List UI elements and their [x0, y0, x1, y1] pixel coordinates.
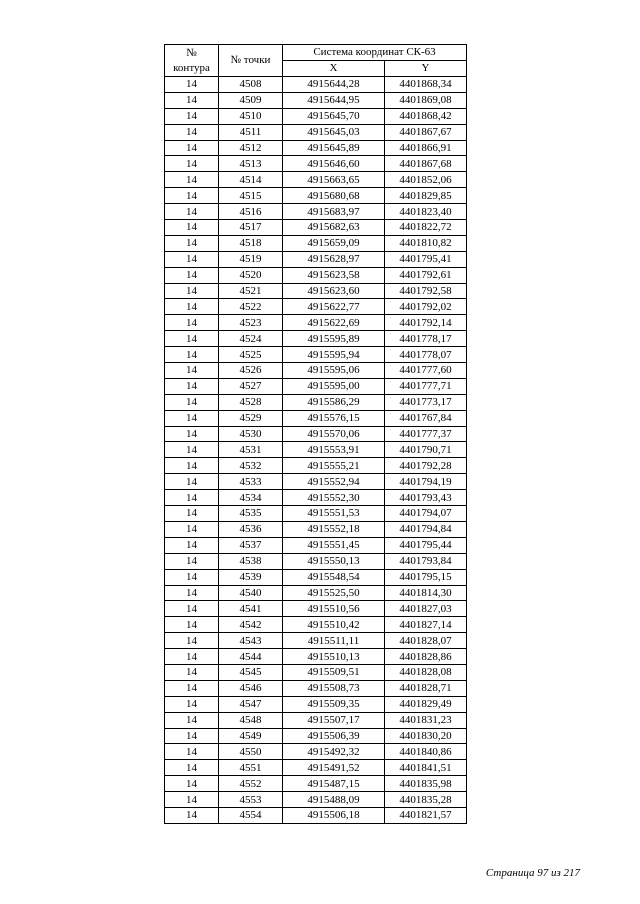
table-row [165, 299, 467, 315]
cell-y: 4401835,28 [385, 792, 467, 808]
cell-x: 4915506,39 [283, 728, 385, 744]
cell-y: 4401868,34 [385, 77, 467, 93]
table-row [165, 315, 467, 331]
cell-x: 4915576,15 [283, 410, 385, 426]
table-row [165, 744, 467, 760]
cell-y: 4401792,61 [385, 267, 467, 283]
cell-contour: 14 [165, 251, 219, 267]
cell-x: 4915623,60 [283, 283, 385, 299]
cell-x: 4915525,50 [283, 585, 385, 601]
cell-point: 4526 [219, 363, 283, 379]
cell-point: 4519 [219, 251, 283, 267]
table-body [165, 77, 467, 824]
cell-x: 4915510,56 [283, 601, 385, 617]
table-row [165, 140, 467, 156]
table-row [165, 760, 467, 776]
cell-contour: 14 [165, 283, 219, 299]
cell-point: 4518 [219, 235, 283, 251]
cell-y: 4401793,43 [385, 490, 467, 506]
cell-contour: 14 [165, 124, 219, 140]
cell-contour: 14 [165, 347, 219, 363]
coordinates-table [164, 44, 467, 824]
cell-point: 4523 [219, 315, 283, 331]
cell-point: 4522 [219, 299, 283, 315]
table-row [165, 92, 467, 108]
table-row [165, 331, 467, 347]
table-row [165, 728, 467, 744]
cell-point: 4515 [219, 188, 283, 204]
cell-x: 4915683,97 [283, 204, 385, 220]
cell-y: 4401852,06 [385, 172, 467, 188]
cell-contour: 14 [165, 680, 219, 696]
cell-point: 4531 [219, 442, 283, 458]
cell-y: 4401868,42 [385, 108, 467, 124]
cell-point: 4542 [219, 617, 283, 633]
cell-contour: 14 [165, 331, 219, 347]
cell-x: 4915622,77 [283, 299, 385, 315]
cell-y: 4401794,07 [385, 506, 467, 522]
table-row [165, 474, 467, 490]
cell-y: 4401792,02 [385, 299, 467, 315]
cell-point: 4546 [219, 680, 283, 696]
cell-y: 4401866,91 [385, 140, 467, 156]
table-row [165, 378, 467, 394]
cell-y: 4401773,17 [385, 394, 467, 410]
cell-y: 4401821,57 [385, 807, 467, 823]
cell-point: 4524 [219, 331, 283, 347]
cell-contour: 14 [165, 442, 219, 458]
cell-y: 4401830,20 [385, 728, 467, 744]
cell-y: 4401794,84 [385, 521, 467, 537]
cell-contour: 14 [165, 378, 219, 394]
table-row [165, 267, 467, 283]
cell-contour: 14 [165, 394, 219, 410]
cell-y: 4401778,07 [385, 347, 467, 363]
cell-x: 4915628,97 [283, 251, 385, 267]
table-row [165, 156, 467, 172]
cell-point: 4521 [219, 283, 283, 299]
cell-point: 4536 [219, 521, 283, 537]
cell-x: 4915551,45 [283, 537, 385, 553]
cell-contour: 14 [165, 664, 219, 680]
table-row [165, 188, 467, 204]
cell-x: 4915555,21 [283, 458, 385, 474]
cell-x: 4915508,73 [283, 680, 385, 696]
cell-x: 4915488,09 [283, 792, 385, 808]
cell-point: 4552 [219, 776, 283, 792]
cell-y: 4401792,14 [385, 315, 467, 331]
cell-x: 4915487,15 [283, 776, 385, 792]
cell-point: 4530 [219, 426, 283, 442]
cell-contour: 14 [165, 474, 219, 490]
cell-y: 4401792,58 [385, 283, 467, 299]
cell-contour: 14 [165, 569, 219, 585]
cell-y: 4401835,98 [385, 776, 467, 792]
cell-contour: 14 [165, 299, 219, 315]
cell-point: 4554 [219, 807, 283, 823]
cell-contour: 14 [165, 728, 219, 744]
cell-y: 4401777,37 [385, 426, 467, 442]
cell-contour: 14 [165, 537, 219, 553]
cell-point: 4550 [219, 744, 283, 760]
cell-contour: 14 [165, 315, 219, 331]
table-row [165, 490, 467, 506]
cell-point: 4548 [219, 712, 283, 728]
table-row [165, 108, 467, 124]
table-row [165, 696, 467, 712]
table-row [165, 664, 467, 680]
cell-point: 4516 [219, 204, 283, 220]
table-row [165, 776, 467, 792]
table-row [165, 633, 467, 649]
cell-x: 4915645,70 [283, 108, 385, 124]
cell-contour: 14 [165, 172, 219, 188]
cell-y: 4401795,44 [385, 537, 467, 553]
cell-point: 4535 [219, 506, 283, 522]
cell-contour: 14 [165, 490, 219, 506]
cell-contour: 14 [165, 744, 219, 760]
cell-x: 4915663,65 [283, 172, 385, 188]
header-coordinate-system: Система координат СК-63 [283, 45, 467, 61]
cell-x: 4915510,42 [283, 617, 385, 633]
cell-y: 4401869,08 [385, 92, 467, 108]
table-row [165, 363, 467, 379]
table-row [165, 553, 467, 569]
cell-contour: 14 [165, 807, 219, 823]
cell-y: 4401767,84 [385, 410, 467, 426]
cell-y: 4401840,86 [385, 744, 467, 760]
cell-y: 4401827,14 [385, 617, 467, 633]
cell-y: 4401795,15 [385, 569, 467, 585]
cell-y: 4401810,82 [385, 235, 467, 251]
cell-y: 4401831,23 [385, 712, 467, 728]
cell-x: 4915492,32 [283, 744, 385, 760]
table-row [165, 712, 467, 728]
cell-point: 4553 [219, 792, 283, 808]
cell-x: 4915680,68 [283, 188, 385, 204]
cell-contour: 14 [165, 92, 219, 108]
cell-y: 4401777,71 [385, 378, 467, 394]
page-number: Страница 97 из 217 [485, 867, 580, 879]
header-contour-line1: № [186, 46, 197, 59]
cell-y: 4401814,30 [385, 585, 467, 601]
cell-point: 4510 [219, 108, 283, 124]
cell-contour: 14 [165, 140, 219, 156]
cell-point: 4534 [219, 490, 283, 506]
cell-contour: 14 [165, 220, 219, 236]
cell-x: 4915552,94 [283, 474, 385, 490]
cell-contour: 14 [165, 426, 219, 442]
cell-x: 4915595,94 [283, 347, 385, 363]
cell-x: 4915659,09 [283, 235, 385, 251]
cell-y: 4401828,07 [385, 633, 467, 649]
cell-contour: 14 [165, 760, 219, 776]
table-row [165, 204, 467, 220]
cell-x: 4915595,89 [283, 331, 385, 347]
cell-y: 4401841,51 [385, 760, 467, 776]
table-row [165, 680, 467, 696]
cell-point: 4528 [219, 394, 283, 410]
cell-x: 4915623,58 [283, 267, 385, 283]
cell-x: 4915644,95 [283, 92, 385, 108]
cell-point: 4532 [219, 458, 283, 474]
cell-contour: 14 [165, 633, 219, 649]
cell-x: 4915595,06 [283, 363, 385, 379]
cell-x: 4915506,18 [283, 807, 385, 823]
table-row [165, 792, 467, 808]
table-row [165, 506, 467, 522]
cell-y: 4401822,72 [385, 220, 467, 236]
cell-contour: 14 [165, 156, 219, 172]
cell-contour: 14 [165, 696, 219, 712]
cell-x: 4915510,13 [283, 649, 385, 665]
cell-contour: 14 [165, 108, 219, 124]
cell-contour: 14 [165, 792, 219, 808]
table-row [165, 649, 467, 665]
table-row [165, 172, 467, 188]
cell-y: 4401790,71 [385, 442, 467, 458]
cell-point: 4541 [219, 601, 283, 617]
cell-point: 4537 [219, 537, 283, 553]
cell-x: 4915552,30 [283, 490, 385, 506]
cell-point: 4544 [219, 649, 283, 665]
cell-contour: 14 [165, 712, 219, 728]
cell-contour: 14 [165, 458, 219, 474]
cell-y: 4401778,17 [385, 331, 467, 347]
table-row [165, 220, 467, 236]
table-row [165, 283, 467, 299]
cell-x: 4915645,03 [283, 124, 385, 140]
cell-contour: 14 [165, 235, 219, 251]
header-point-number: № точки [219, 45, 283, 77]
cell-y: 4401827,03 [385, 601, 467, 617]
cell-y: 4401794,19 [385, 474, 467, 490]
cell-point: 4529 [219, 410, 283, 426]
cell-y: 4401867,68 [385, 156, 467, 172]
cell-point: 4540 [219, 585, 283, 601]
cell-x: 4915553,91 [283, 442, 385, 458]
cell-contour: 14 [165, 601, 219, 617]
cell-contour: 14 [165, 553, 219, 569]
cell-point: 4520 [219, 267, 283, 283]
cell-contour: 14 [165, 617, 219, 633]
header-contour-number [165, 45, 219, 77]
header-contour-line2: контура [173, 61, 210, 74]
cell-point: 4525 [219, 347, 283, 363]
cell-point: 4545 [219, 664, 283, 680]
cell-x: 4915551,53 [283, 506, 385, 522]
cell-x: 4915507,17 [283, 712, 385, 728]
table-row [165, 251, 467, 267]
header-y: Y [385, 61, 467, 77]
cell-point: 4533 [219, 474, 283, 490]
cell-point: 4512 [219, 140, 283, 156]
cell-x: 4915644,28 [283, 77, 385, 93]
table-row [165, 521, 467, 537]
cell-y: 4401867,67 [385, 124, 467, 140]
cell-contour: 14 [165, 267, 219, 283]
cell-contour: 14 [165, 77, 219, 93]
cell-contour: 14 [165, 776, 219, 792]
table-row [165, 807, 467, 823]
cell-point: 4513 [219, 156, 283, 172]
table-row [165, 410, 467, 426]
cell-x: 4915548,54 [283, 569, 385, 585]
table-row [165, 537, 467, 553]
cell-point: 4551 [219, 760, 283, 776]
cell-point: 4547 [219, 696, 283, 712]
cell-x: 4915552,18 [283, 521, 385, 537]
table-row [165, 569, 467, 585]
table-row [165, 77, 467, 93]
cell-y: 4401828,08 [385, 664, 467, 680]
cell-x: 4915586,29 [283, 394, 385, 410]
table-row [165, 442, 467, 458]
table-row [165, 235, 467, 251]
cell-contour: 14 [165, 410, 219, 426]
cell-x: 4915570,06 [283, 426, 385, 442]
cell-x: 4915550,13 [283, 553, 385, 569]
cell-contour: 14 [165, 363, 219, 379]
cell-contour: 14 [165, 649, 219, 665]
cell-point: 4517 [219, 220, 283, 236]
cell-x: 4915509,51 [283, 664, 385, 680]
cell-x: 4915491,52 [283, 760, 385, 776]
cell-x: 4915509,35 [283, 696, 385, 712]
table-row [165, 394, 467, 410]
cell-x: 4915511,11 [283, 633, 385, 649]
cell-y: 4401777,60 [385, 363, 467, 379]
cell-point: 4511 [219, 124, 283, 140]
cell-contour: 14 [165, 188, 219, 204]
cell-x: 4915645,89 [283, 140, 385, 156]
cell-y: 4401829,49 [385, 696, 467, 712]
cell-y: 4401829,85 [385, 188, 467, 204]
cell-contour: 14 [165, 521, 219, 537]
table-row [165, 426, 467, 442]
cell-point: 4508 [219, 77, 283, 93]
cell-point: 4527 [219, 378, 283, 394]
table-row [165, 601, 467, 617]
table-row [165, 458, 467, 474]
cell-point: 4539 [219, 569, 283, 585]
cell-point: 4509 [219, 92, 283, 108]
table-row [165, 124, 467, 140]
cell-point: 4549 [219, 728, 283, 744]
table-row [165, 585, 467, 601]
cell-x: 4915595,00 [283, 378, 385, 394]
cell-y: 4401795,41 [385, 251, 467, 267]
cell-y: 4401828,71 [385, 680, 467, 696]
cell-x: 4915646,60 [283, 156, 385, 172]
cell-y: 4401823,40 [385, 204, 467, 220]
cell-y: 4401793,84 [385, 553, 467, 569]
cell-point: 4514 [219, 172, 283, 188]
cell-point: 4543 [219, 633, 283, 649]
cell-contour: 14 [165, 585, 219, 601]
cell-y: 4401828,86 [385, 649, 467, 665]
cell-contour: 14 [165, 204, 219, 220]
cell-x: 4915622,69 [283, 315, 385, 331]
header-x: X [283, 61, 385, 77]
cell-x: 4915682,63 [283, 220, 385, 236]
cell-point: 4538 [219, 553, 283, 569]
cell-y: 4401792,28 [385, 458, 467, 474]
cell-contour: 14 [165, 506, 219, 522]
table-row [165, 347, 467, 363]
table-row [165, 617, 467, 633]
